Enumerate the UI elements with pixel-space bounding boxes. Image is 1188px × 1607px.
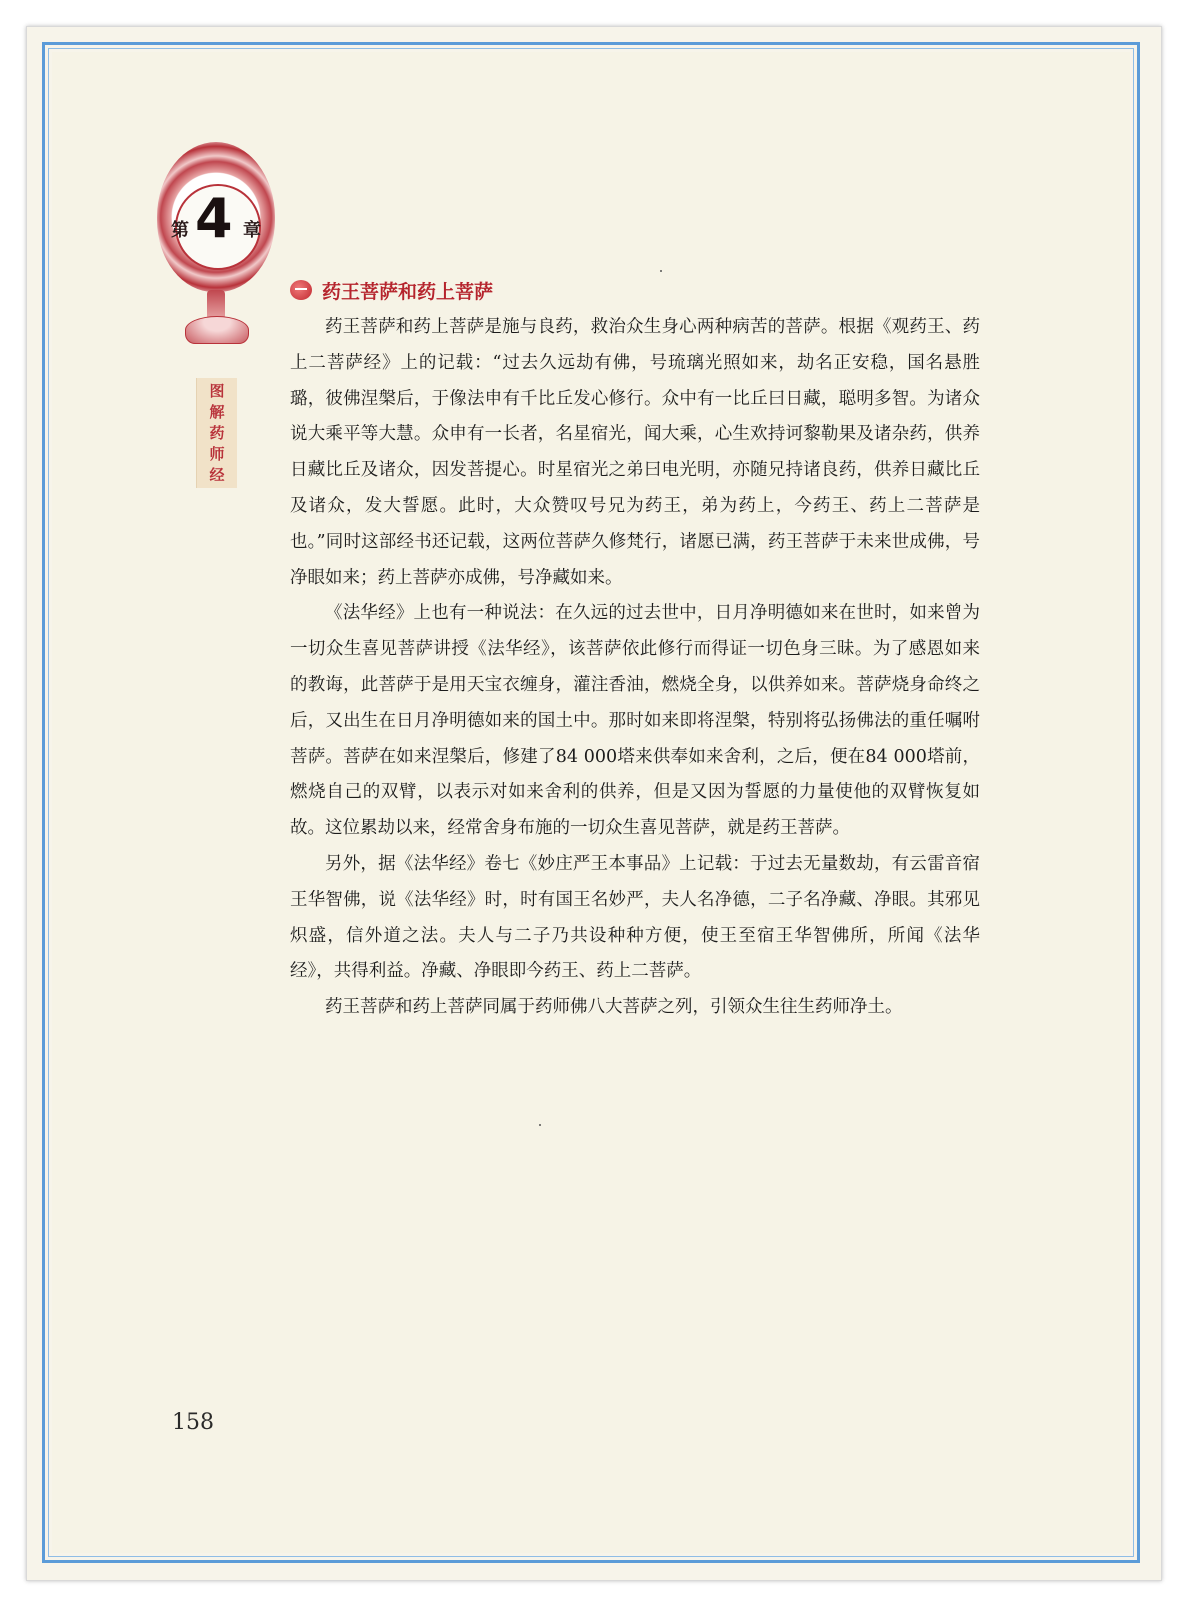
lotus-icon <box>185 316 249 344</box>
side-label-char: 解 <box>209 402 225 421</box>
side-label-char: 师 <box>209 444 225 463</box>
print-speck <box>539 1124 541 1126</box>
section-heading <box>290 277 493 303</box>
chapter-suffix: 章 <box>243 220 261 241</box>
section-title: 药王菩萨和药上菩萨 <box>322 280 494 303</box>
chapter-badge <box>155 140 285 370</box>
paragraph: 药王菩萨和药上菩萨是施与良药，救治众生身心两种病苦的菩萨。根据《观药王、药上二菩萨经》上的记载：“过去久远劫有佛，号琉璃光照如来，劫名正安稳，国名悬胜璐，彼佛涅槃后，于像法申有千比丘发心修行。众中有一比丘曰日藏，聪明多智。为诸众说大乘平等大慧。众申有一长者，名星宿光，闻大乘，心生欢持诃黎勒果及诸杂药，供养日藏比丘及诸众，因发菩提心。时星宿光之弟曰电光明，亦随兄持诸良药，供养日藏比丘及诸众，发大誓愿。此时，大众赞叹号兄为药王，弟为药上，今药王、药上二菩萨是也。”同时这部经书还记载，这两位菩萨久修梵行，诸愿已满，药王菩萨于未来世成佛，号净眼如来；药上菩萨亦成佛，号净藏如来。 <box>290 317 980 588</box>
side-label-char: 经 <box>209 465 225 484</box>
page-number: 158 <box>172 1410 214 1435</box>
book-title-tab <box>196 378 237 488</box>
paragraph: 另外，据《法华经》卷七《妙庄严王本事品》上记载：于过去无量数劫，有云雷音宿王华智佛，说《法华经》时，时有国王名妙严，夫人名净德，二子名净藏、净眼。其邪见炽盛，信外道之法。夫人与二子乃共设种种方便，使王至宿王华智佛所，所闻《法华经》，共得利益。净藏、净眼即今药王、药上二菩萨。 <box>290 853 980 982</box>
paragraph: 《法华经》上也有一种说法：在久远的过去世中，日月净明德如来在世时，如来曾为一切众生喜见菩萨讲授《法华经》，该菩萨依此修行而得证一切色身三昧。为了感恩如来的教诲，此菩萨于是用天宝衣缠身，灌注香油，燃烧全身，以供养如来。菩萨烧身命终之后，又出生在日月净明德如来的国土中。那时如来即将涅槃，特别将弘扬佛法的重任嘱咐菩萨。菩萨在如来涅槃后，修建了84 000塔来供奉如来舍利，之后，便在84 000塔前，燃烧自己的双臂，以表示对如来舍利的供养，但是又因为誓愿的力量使他的双臂恢复如故。这位累劫以来，经常舍身布施的一切众生喜见菩萨，就是药王菩萨。 <box>290 603 980 839</box>
chapter-number: 4 <box>195 187 233 250</box>
lotus-bullet-icon <box>290 280 312 300</box>
side-label-char: 药 <box>209 423 225 442</box>
side-label-char: 图 <box>209 381 225 400</box>
article-body <box>290 310 980 1026</box>
chapter-prefix: 第 <box>171 220 189 241</box>
print-speck <box>660 270 662 272</box>
paragraph: 药王菩萨和药上菩萨同属于药师佛八大菩萨之列，引领众生往生药师净土。 <box>325 997 903 1018</box>
